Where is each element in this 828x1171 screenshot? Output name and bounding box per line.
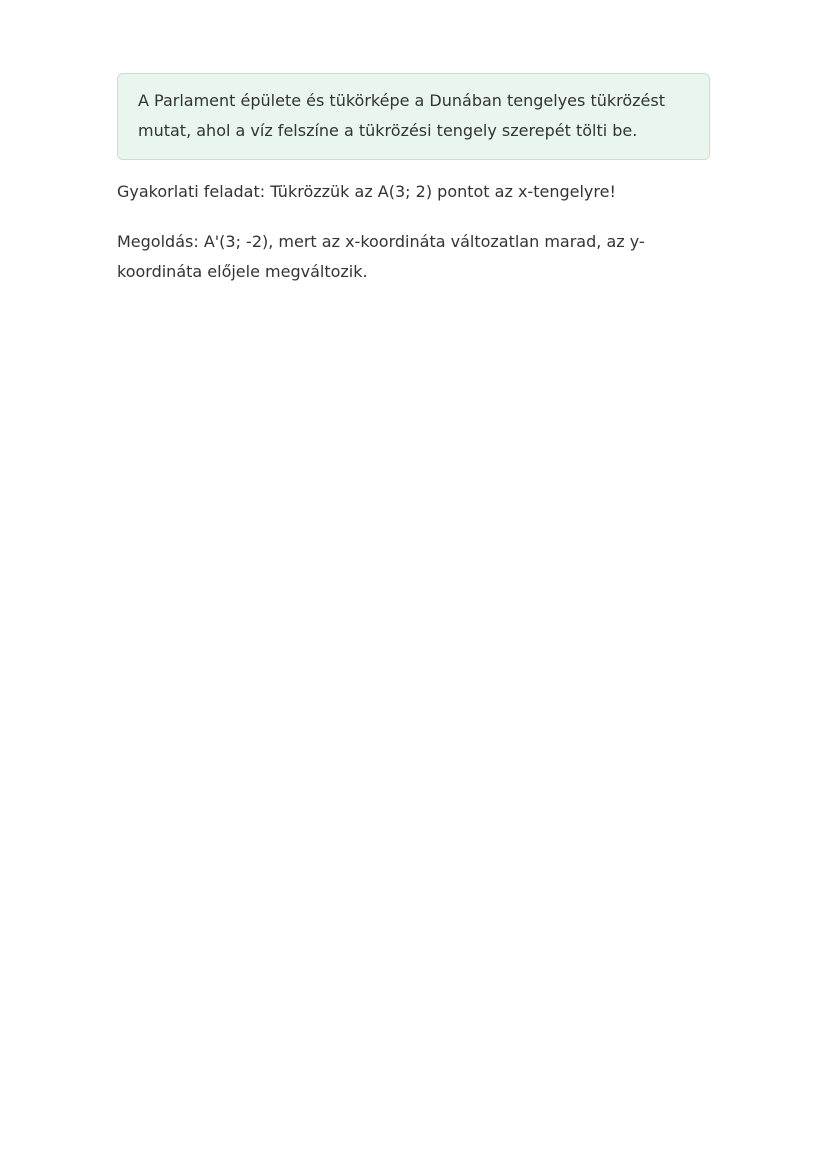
document-content xyxy=(117,73,710,307)
info-callout-text: A Parlament épülete és tükörképe a Dunában tengelyes tükrözést mutat, ahol a víz felszíne a tükrözési tengely szerepét tölti be. xyxy=(138,91,665,140)
task-paragraph: Gyakorlati feladat: Tükrözzük az A(3; 2) pontot az x-tengelyre! xyxy=(117,182,616,201)
info-callout-box xyxy=(117,73,710,160)
solution-paragraph: Megoldás: A'(3; -2), mert az x-koordináta változatlan marad, az y-koordináta előjele megváltozik. xyxy=(117,232,645,281)
